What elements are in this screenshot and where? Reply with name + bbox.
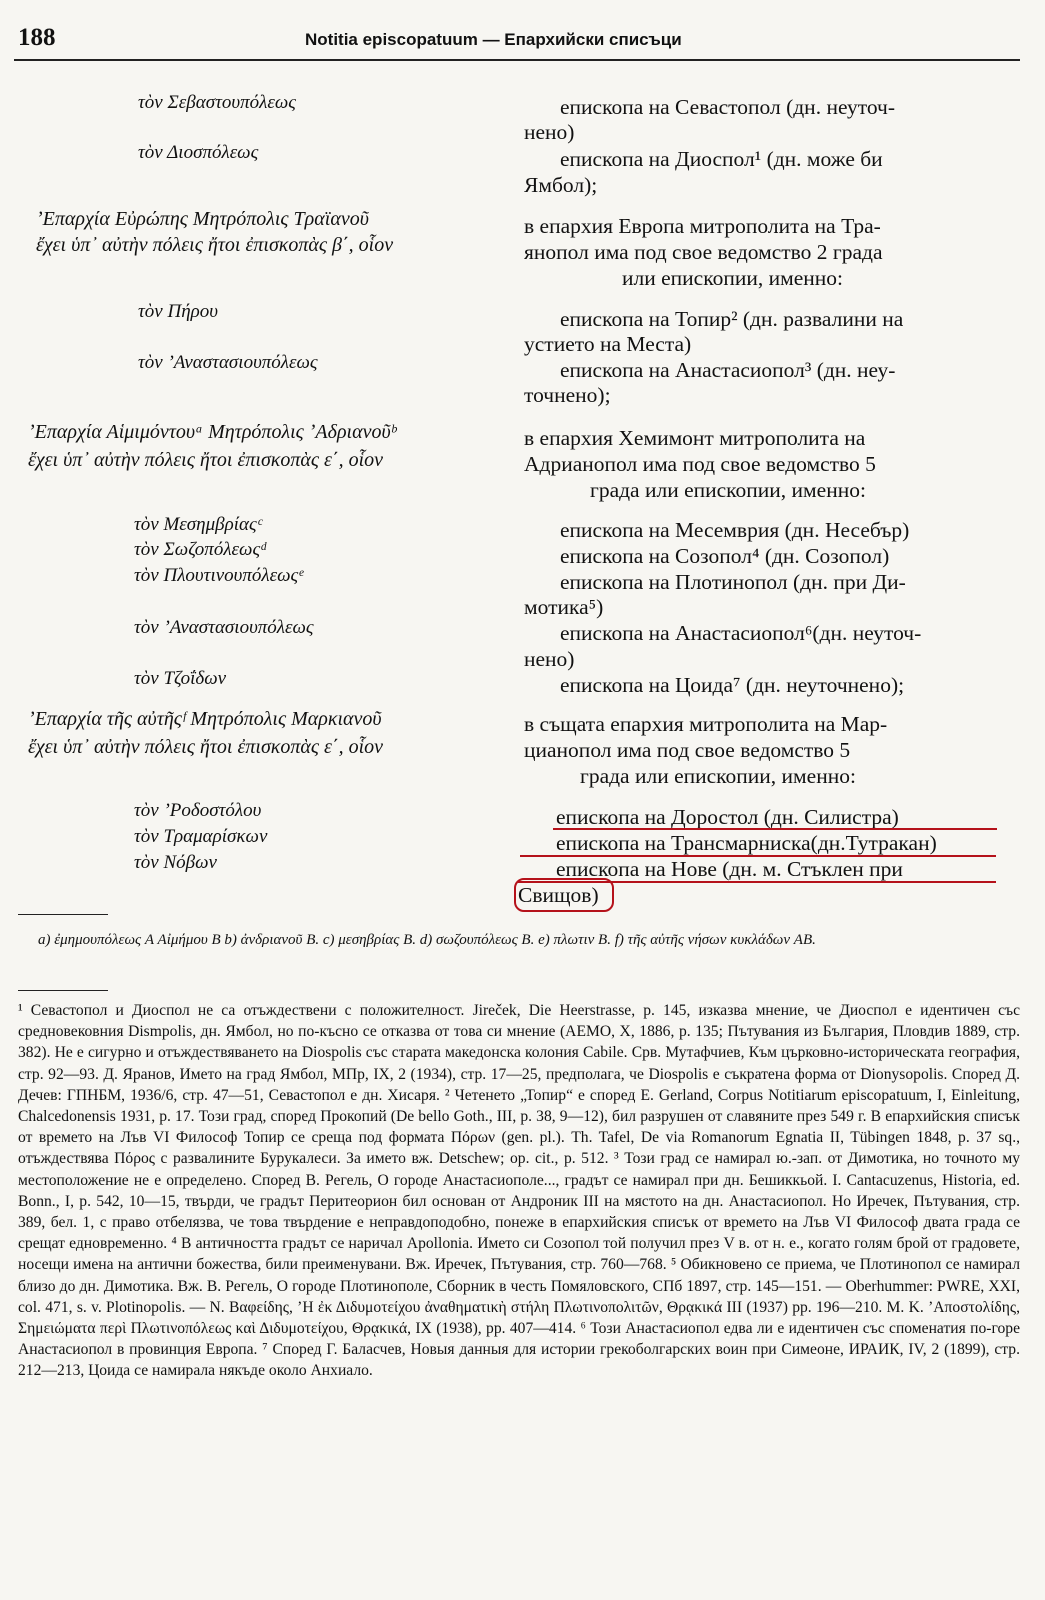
translation-line: точнено); xyxy=(524,383,611,407)
translation-line: епископа на Цоида⁷ (дн. неуточнено); xyxy=(560,673,905,697)
notes-divider xyxy=(18,914,108,915)
translation-line: в епархия Хемимонт митрополита на xyxy=(524,426,866,450)
translation-line: епископа на Месемврия (дн. Несебър) xyxy=(560,518,910,542)
greek-heading: ἔχει ὑπ᾽ αὐτὴν πόλεις ἤτοι ἐπισκοπὰς ε΄, οἷον xyxy=(28,736,384,758)
translation-line: епископа на Доростол (дн. Силистра) xyxy=(556,805,899,829)
translation-line: Адрианопол има под свое ведомство 5 xyxy=(524,452,876,476)
translation-line: или епископии, именно: xyxy=(622,266,843,290)
translation-line: града или епископии, именно: xyxy=(580,764,856,788)
greek-line: τὸν Διοσπόλεως xyxy=(138,142,259,163)
greek-line: τὸν Νόβων xyxy=(134,852,217,873)
translation-line: в същата епархия митрополита на Мар- xyxy=(524,712,888,736)
translation-line: устието на Места) xyxy=(524,332,692,356)
translation-line: нено) xyxy=(524,120,575,144)
translation-line: епископа на Плотинопол (дн. при Ди- xyxy=(560,570,906,594)
translation-line: Свищов) xyxy=(518,883,599,907)
header-rule xyxy=(14,59,1020,61)
greek-heading: ʼΕπαρχία Εὐρώπης Μητρόπολις Τραϊανοῦ xyxy=(36,208,369,230)
translation-line: епископа на Анастасиопол⁶(дн. неуточ- xyxy=(560,621,922,645)
translation-line: цианопол има под свое ведомство 5 xyxy=(524,738,851,762)
translation-line: града или епископии, именно: xyxy=(590,478,866,502)
translation-line: епископа на Созопол⁴ (дн. Созопол) xyxy=(560,544,890,568)
translation-line: мотика⁵) xyxy=(524,595,604,619)
footnotes xyxy=(18,1000,1020,1382)
translation-line: епископа на Трансмарниска(дн.Тутракан) xyxy=(556,831,937,855)
footnote-text: ¹ Севастопол и Диоспол не са отъждествени с положителност. Jireček, Die Heerstrasse, p. 145, изказва мнение, че Диоспол е идентичен със средновековния Dismpolis, дн. Ямбол, но по-късно се отказва от това си мнение (АЕМО, X, 1886, p. 135; Пътувания из България, Пловдив 1889, стр. 382). Не е сигурно и отъждествяването на Diospolis със старата македонска колония Cabile. Срв. Мутафчиев, Към църковно-историческата география, стр. 92—93. Д. Яранов, Името на град Ямбол, МПр, IX, 2 (1934), стр. 17—25, предполага, че Diospolis е съкратена форма от Dionysopolis. Според Д. Дечев: ГПНБМ, 1936/6, стр. 47—51, Севастопол е дн. Хисаря. ² Четенето „Топир“ е според E. Gerland, Corpus Notitiarum episcopatuum, I, Einleitung, Chalcedonensis 1931, p. 17. Този град, според Прокопий (De bello Goth., III, p. 38, 9—12), бил разрушен от славяните през 549 г. В епархийския списък от времето на Лъв VI Философ Топир се среща под формата Πόρων (gen. pl.). Th. Tafel, De via Romanorum Egnatia II, Tübingen 1848, p. 37 sq., отъждествява Πόρος с развалините Бурукалеси. За името вж. Detschew; op. cit., p. 512. ³ Този град се намирал ю.-зап. от Димотика, но точното му местоположение не е определено. Според В. Регель, О городе Анастасиополе..., градът се намирал при дн. Бешиккьой. I. Cantacuzenus, Historia, ed. Bonn., I, p. 542, 10—15, твърди, че градът Перитеорион бил основан от Андроник III на мястото на дн. Анастасиопол. Но Иречек, Пътувания, стр. 389, бел. 1, с право отбелязва, че това твърдение е неправдоподобно, понеже в епархийския списък от времето на Лъв VI Философ двата града се срещат едновременно. ⁴ В античността градът се наричал Apollonia. Името си Созопол той получил през V в. от н. е., когато голям брой от градовете, носещи имена на антични божества, били преименувани. Вж. Иречек, Пътувания, стр. 760—768. ⁵ Обикновено се приема, че Плотинопол се намирал близо до дн. Димотика. Вж. В. Регель, О городе Плотинополе, Сборник в честь Помяловского, СПб 1897, стр. 145—151. — Oberhummer: PWRE, XXI, col. 471, s. v. Plotinopolis. — N. Βαφείδης, ʼΗ ἐκ Διδυμοτείχου ἀναθηματικὴ στήλη Πλωτινοπολιτῶν, Θρᾳκικά III (1937) pp. 196—210. M. K. ʼΑποστολίδης, Σημειώματα περὶ Πλωτινοπόλεως καὶ Διδυμοτείχου, Θρᾳκικά, IX (1938), pp. 407—414. ⁶ Този Анастасиопол едва ли е идентичен със споменатия по-горе Анастасиопол в провинция Европа. ⁷ Според Г. Баласчев, Новыя данныя для истории грекоболгарских воин при Симеоне, ИРАИК, IV, 2 (1899), стр. 212—213, Цоида се намирала някъде около Анхиало. xyxy=(18,1002,1020,1380)
translation-line: нено) xyxy=(524,647,575,671)
footnotes-divider xyxy=(18,990,108,991)
translation-line: епископа на Севастопол (дн. неуточ- xyxy=(560,95,895,119)
translation-line: епископа на Анастасиопол³ (дн. неу- xyxy=(560,358,896,382)
greek-heading: ἔχει ὑπ᾽ αὐτὴν πόλεις ἤτοι ἐπισκοπὰς ε΄, οἷον xyxy=(28,449,384,471)
translation-line: епископа на Топир² (дн. развалини на xyxy=(560,307,904,331)
red-underline-annotation xyxy=(520,855,996,857)
translation-line: епископа на Нове (дн. м. Стъклен при xyxy=(556,857,903,881)
greek-heading: ʼΕπαρχία Αἱμιμόντουᵃ Μητρόπολις ʼΑδριανοῦᵇ xyxy=(28,421,397,443)
red-circle-annotation xyxy=(514,878,614,912)
translation-line: Ямбол); xyxy=(524,173,598,197)
greek-line: τὸν ʼΑναστασιουπόλεως xyxy=(138,352,318,373)
translation-line: янопол има под свое ведомство 2 града xyxy=(524,240,883,264)
greek-line: τὸν Πλουτινουπόλεωςᵉ xyxy=(134,565,304,586)
page-header xyxy=(18,24,1018,54)
translation-line: епископа на Диоспол¹ (дн. може би xyxy=(560,147,883,171)
greek-line: τὸν ʼΡοδοστόλου xyxy=(134,800,262,821)
running-head: Notitia episcopatuum — Епархийски списъци xyxy=(305,30,682,49)
greek-line: τὸν Μεσημβρίαςᶜ xyxy=(134,514,262,535)
red-underline-annotation xyxy=(553,828,997,830)
greek-line: τὸν Πήρου xyxy=(138,301,218,322)
greek-line: τὸν Σωζοπόλεωςᵈ xyxy=(134,539,267,560)
apparatus-notes: a) ἐμημουπόλεως A Αἰμήμου B b) ἀνδριανοῦ B. c) μεσηβρίας B. d) σωζουπόλεως B. e) πλωτιν B. f) τῆς αὐτῆς νήσων κυκλάδων AB. xyxy=(38,932,816,948)
greek-heading: ʼΕπαρχία τῆς αὐτῆςᶠ Μητρόπολις Μαρκιανοῦ xyxy=(28,708,382,730)
page-number: 188 xyxy=(18,24,56,51)
greek-line: τὸν ʼΑναστασιουπόλεως xyxy=(134,617,314,638)
greek-line: τὸν Τζοΐδων xyxy=(134,668,227,689)
greek-line: τὸν Τραμαρίσκων xyxy=(134,826,268,847)
greek-heading: ἔχει ὑπ᾽ αὐτὴν πόλεις ἤτοι ἐπισκοπὰς β΄, οἷον xyxy=(36,234,394,256)
greek-line: τὸν Σεβαστουπόλεως xyxy=(138,92,296,113)
translation-line: в епархия Европа митрополита на Тра- xyxy=(524,214,881,238)
